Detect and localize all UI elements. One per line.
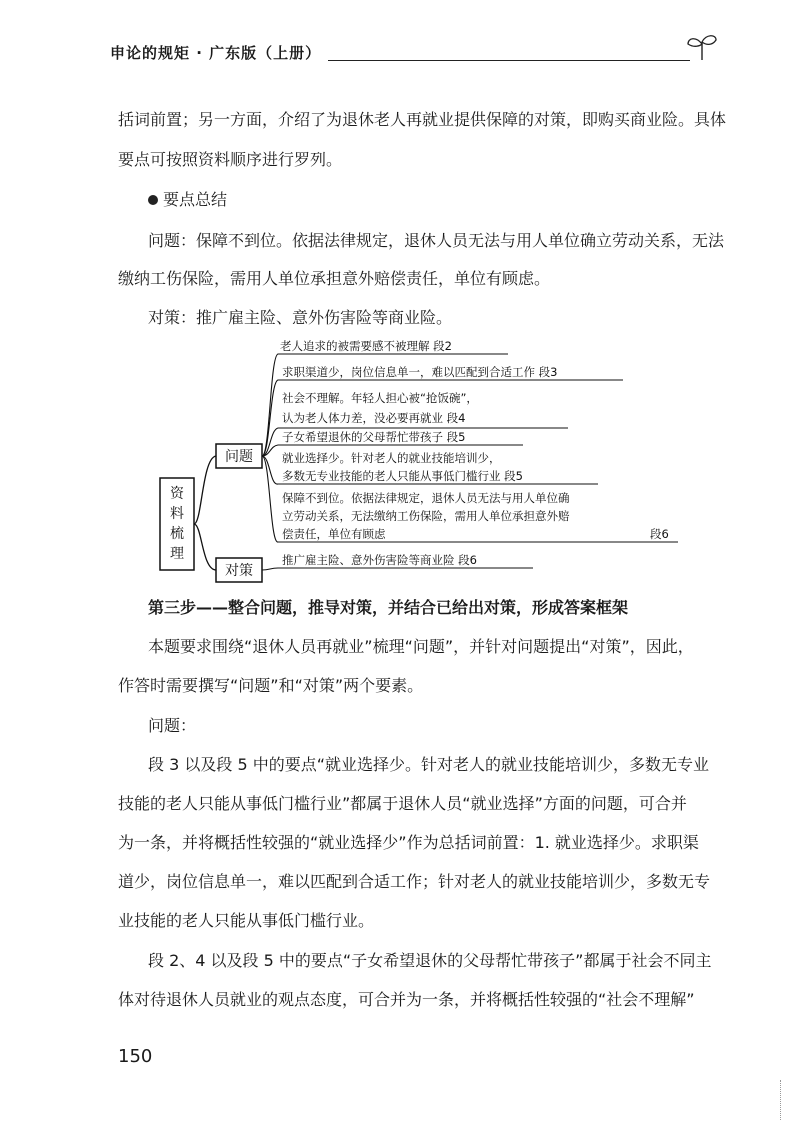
- paragraph-line: 本题要求围绕“退休人员再就业”梳理“问题”，并针对问题提出“对策”，因此，: [148, 637, 694, 656]
- paragraph-line: 道少，岗位信息单一，难以匹配到合适工作；针对老人的就业技能培训少，多数无专: [118, 872, 711, 891]
- paragraph-line: 缴纳工伤保险，需用人单位承担意外赔偿责任，单位有顾虑。: [118, 269, 551, 288]
- problem-label: 问题：: [148, 716, 197, 735]
- paragraph-line: 段 3 以及段 5 中的要点“就业选择少。针对老人的就业技能培训少，多数无专业: [148, 755, 709, 774]
- page-number: 150: [118, 1046, 153, 1067]
- root-char: 资: [170, 486, 184, 502]
- root-char: 理: [170, 546, 184, 562]
- mindmap-item: 立劳动关系，无法缴纳工伤保险，需用人单位承担意外赔: [282, 509, 570, 523]
- mindmap-item: 推广雇主险、意外伤害险等商业险 段6: [282, 553, 477, 567]
- mindmap-item: 偿责任，单位有顾虑: [282, 527, 386, 541]
- running-header: 申论的规矩 · 广东版（上册）: [110, 44, 322, 62]
- bullet-icon: [148, 195, 158, 205]
- step-heading: 第三步——整合问题，推导对策，并结合已给出对策，形成答案框架: [148, 598, 629, 617]
- mindmap-item: 社会不理解。年轻人担心被“抢饭碗”，: [282, 391, 478, 405]
- summary-heading-text: 要点总结: [163, 190, 228, 209]
- paragraph-line: 段 2、4 以及段 5 中的要点“子女希望退休的父母帮忙带孩子”都属于社会不同主: [148, 951, 712, 970]
- measure-branch-label: 对策: [225, 563, 253, 579]
- problem-branch-label: 问题: [225, 449, 253, 465]
- mindmap-item: 老人追求的被需要感不被理解 段2: [280, 339, 452, 353]
- paragraph-line: 问题：保障不到位。依据法律规定，退休人员无法与用人单位确立劳动关系，无法: [148, 231, 725, 250]
- mindmap-item: 求职渠道少，岗位信息单一，难以匹配到合适工作 段3: [282, 365, 558, 379]
- paragraph-line: 要点可按照资料顺序进行罗列。: [118, 150, 343, 169]
- mindmap-item: 保障不到位。依据法律规定，退休人员无法与用人单位确: [282, 491, 570, 505]
- root-char: 料: [170, 506, 184, 522]
- summary-heading: [148, 190, 748, 210]
- paragraph-line: 作答时需要撰写“问题”和“对策”两个要素。: [118, 676, 424, 695]
- paragraph-line: 对策：推广雇主险、意外伤害险等商业险。: [148, 308, 453, 327]
- mindmap-item: 子女希望退休的父母帮忙带孩子 段5: [282, 430, 466, 444]
- sprout-icon: [684, 30, 720, 64]
- mindmap-item: 就业选择少。针对老人的就业技能培训少，: [282, 451, 501, 465]
- header-rule: [328, 60, 690, 61]
- paragraph-line: 括词前置；另一方面，介绍了为退休老人再就业提供保障的对策，即购买商业险。具体: [118, 110, 727, 129]
- paragraph-line: 体对待退休人员就业的观点态度，可合并为一条，并将概括性较强的“社会不理解”: [118, 990, 695, 1009]
- mindmap-item: 段6: [650, 527, 669, 541]
- mindmap-item: 多数无专业技能的老人只能从事低门槛行业 段5: [282, 469, 523, 483]
- margin-mark: [780, 1080, 783, 1120]
- paragraph-line: 为一条，并将概括性较强的“就业选择少”作为总括词前置：1. 就业选择少。求职渠: [118, 833, 699, 852]
- paragraph-line: 业技能的老人只能从事低门槛行业。: [118, 911, 375, 930]
- paragraph-line: 技能的老人只能从事低门槛行业”都属于退休人员“就业选择”方面的问题，可合并: [118, 794, 687, 813]
- material-mindmap: [158, 338, 698, 588]
- mindmap-item: 认为老人体力差，没必要再就业 段4: [282, 411, 466, 425]
- root-char: 梳: [170, 526, 184, 542]
